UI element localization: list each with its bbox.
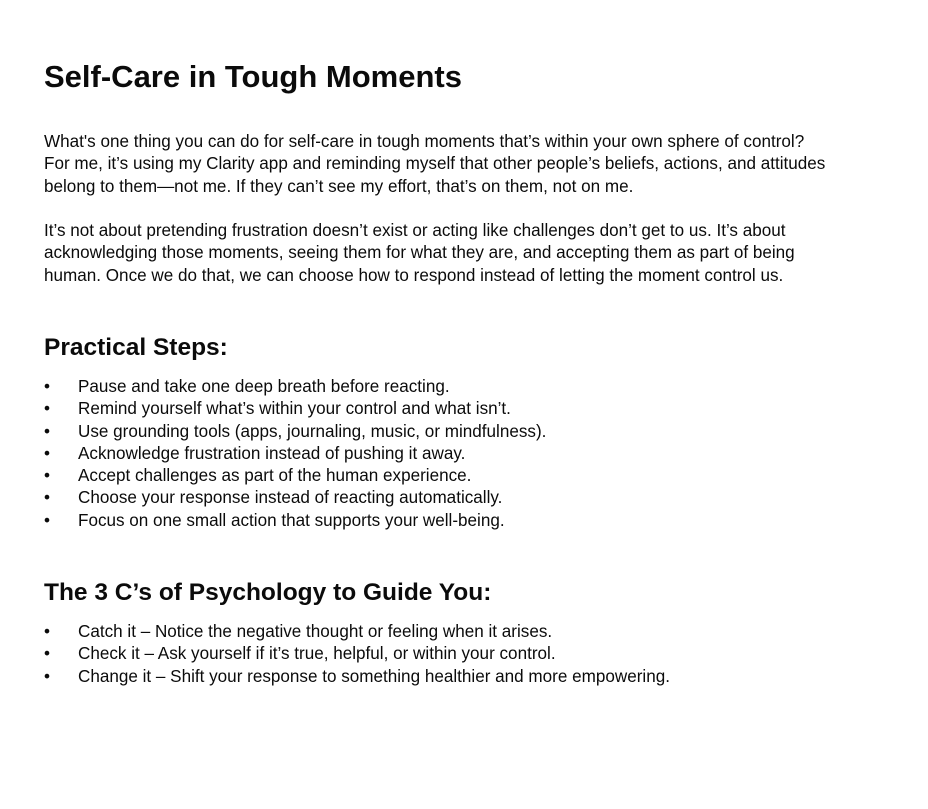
list-item-text: Change it – Shift your response to something healthier and more empowering. [78, 666, 670, 686]
list-item [44, 621, 904, 643]
three-cs-list [44, 621, 904, 688]
list-item [44, 643, 904, 665]
list-item [44, 376, 904, 398]
bullet-icon: • [44, 399, 50, 419]
practical-steps-heading: Practical Steps: [44, 334, 228, 361]
list-item-text: Catch it – Notice the negative thought or feeling when it arises. [78, 622, 553, 641]
list-item-text: Focus on one small action that supports your well-being. [78, 510, 505, 530]
list-item-text: Use grounding tools (apps, journaling, music, or mindfulness). [78, 421, 547, 441]
list-item-text: Acknowledge frustration instead of pushing it away. [78, 443, 466, 463]
practical-steps-list [44, 376, 904, 532]
list-item-text: Check it – Ask yourself if it’s true, helpful, or within your control. [78, 644, 556, 664]
list-item [44, 421, 904, 443]
list-item [44, 443, 904, 465]
bullet-icon: • [44, 666, 50, 686]
list-item [44, 487, 904, 509]
bullet-icon: • [44, 421, 50, 441]
bullet-icon: • [44, 466, 50, 486]
list-item-text: Accept challenges as part of the human experience. [78, 466, 472, 486]
body-paragraph: It’s not about pretending frustration doesn’t exist or acting like challenges don’t get to us. It’s about acknowledging those moments, seeing them for what they are, and accepting them as part of being human. Once we do that, we can choose how to respond instead of letting the moment control us. [44, 221, 795, 285]
list-item [44, 398, 904, 420]
bullet-icon: • [44, 622, 50, 641]
page-title: Self-Care in Tough Moments [44, 59, 462, 94]
bullet-icon: • [44, 443, 50, 463]
list-item [44, 510, 904, 532]
three-cs-heading: The 3 C’s of Psychology to Guide You: [44, 579, 492, 606]
list-item-text: Pause and take one deep breath before reacting. [78, 377, 450, 396]
list-item [44, 465, 904, 487]
bullet-icon: • [44, 488, 50, 508]
bullet-icon: • [44, 510, 50, 530]
intro-paragraph: What's one thing you can do for self-care in tough moments that’s within your own sphere of control? For me, it’s using my Clarity app and reminding myself that other people’s beliefs, actions, and attitudes belong to them—not me. If they can’t see my effort, that’s on them, not on me. [44, 132, 826, 196]
list-item-text: Choose your response instead of reacting automatically. [78, 488, 503, 508]
list-item-text: Remind yourself what’s within your control and what isn’t. [78, 399, 511, 419]
bullet-icon: • [44, 377, 50, 396]
bullet-icon: • [44, 644, 50, 664]
list-item [44, 666, 904, 688]
